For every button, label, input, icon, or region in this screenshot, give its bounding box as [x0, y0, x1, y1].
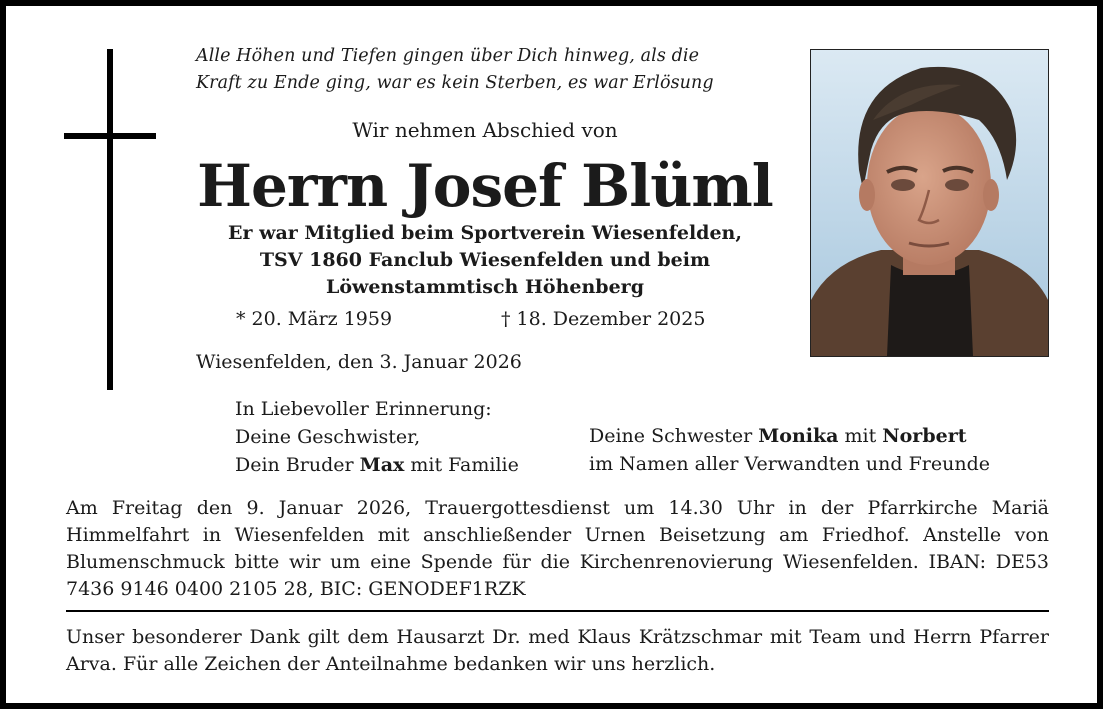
relatives-line: im Namen aller Verwandten und Freunde — [589, 453, 990, 475]
sister-name: Monika — [758, 425, 839, 447]
remembrance-left — [235, 395, 519, 479]
quote-line-1: Alle Höhen und Tiefen gingen über Dich hinweg, als die — [196, 46, 700, 66]
partner-name: Norbert — [882, 425, 967, 447]
service-paragraph — [66, 495, 1049, 603]
remembrance-right — [589, 422, 990, 478]
cross-horizontal-bar — [64, 133, 156, 139]
portrait-illustration — [811, 50, 1048, 356]
membership-line-3: Löwenstammtisch Höhenberg — [326, 276, 644, 298]
thanks-line-1: Unser besonderer Dank gilt dem Hausarzt Dr. med Klaus Krätzschmar mit Team und — [66, 626, 906, 648]
death-date: † 18. Dezember 2025 — [501, 308, 706, 330]
sister-line: Deine Schwester Monika mit Norbert — [589, 425, 967, 447]
quote-line-2: Kraft zu Ende ging, war es kein Sterben, es war Erlösung — [196, 73, 714, 93]
service-line-2: Mariä Himmelfahrt in Wiesenfelden mit anschließender Urnen Beisetzung am Friedhof. — [66, 497, 1049, 546]
birth-date: * 20. März 1959 — [236, 308, 393, 330]
membership-line-2: TSV 1860 Fanclub Wiesenfelden und beim — [259, 249, 711, 271]
place-and-date: Wiesenfelden, den 3. Januar 2026 — [196, 351, 522, 373]
brother-name: Max — [359, 454, 405, 476]
thanks-paragraph — [66, 624, 1049, 678]
farewell-intro: Wir nehmen Abschied von — [352, 118, 618, 142]
service-line-4: Wiesenfelden. IBAN: DE53 7436 9146 0400 2105 28, BIC: GENODEF1RZK — [66, 551, 1049, 600]
siblings-line: Deine Geschwister, — [235, 426, 421, 448]
membership-text — [186, 220, 784, 301]
divider-line — [66, 610, 1049, 612]
opening-quote — [196, 43, 714, 97]
service-line-3: Anstelle von Blumenschmuck bitte wir um eine Spende für die Kirchenrenovierung — [66, 524, 1050, 573]
deceased-name: Herrn Josef Blüml — [197, 152, 773, 220]
cross-vertical-bar — [107, 49, 113, 390]
brother-line: Dein Bruder Max mit Familie — [235, 454, 519, 476]
thanks-line-2: Herrn Pfarrer Arva. Für alle Zeichen der Anteilnahme bedanken wir uns herzlich. — [66, 626, 1050, 675]
remembrance-heading: In Liebevoller Erinnerung: — [235, 398, 492, 420]
membership-line-1: Er war Mitglied beim Sportverein Wiesenfelden, — [228, 222, 742, 244]
portrait-photo — [810, 49, 1049, 357]
service-line-1: Am Freitag den 9. Januar 2026, Trauergottesdienst um 14.30 Uhr in der Pfarrkirche — [66, 497, 978, 519]
